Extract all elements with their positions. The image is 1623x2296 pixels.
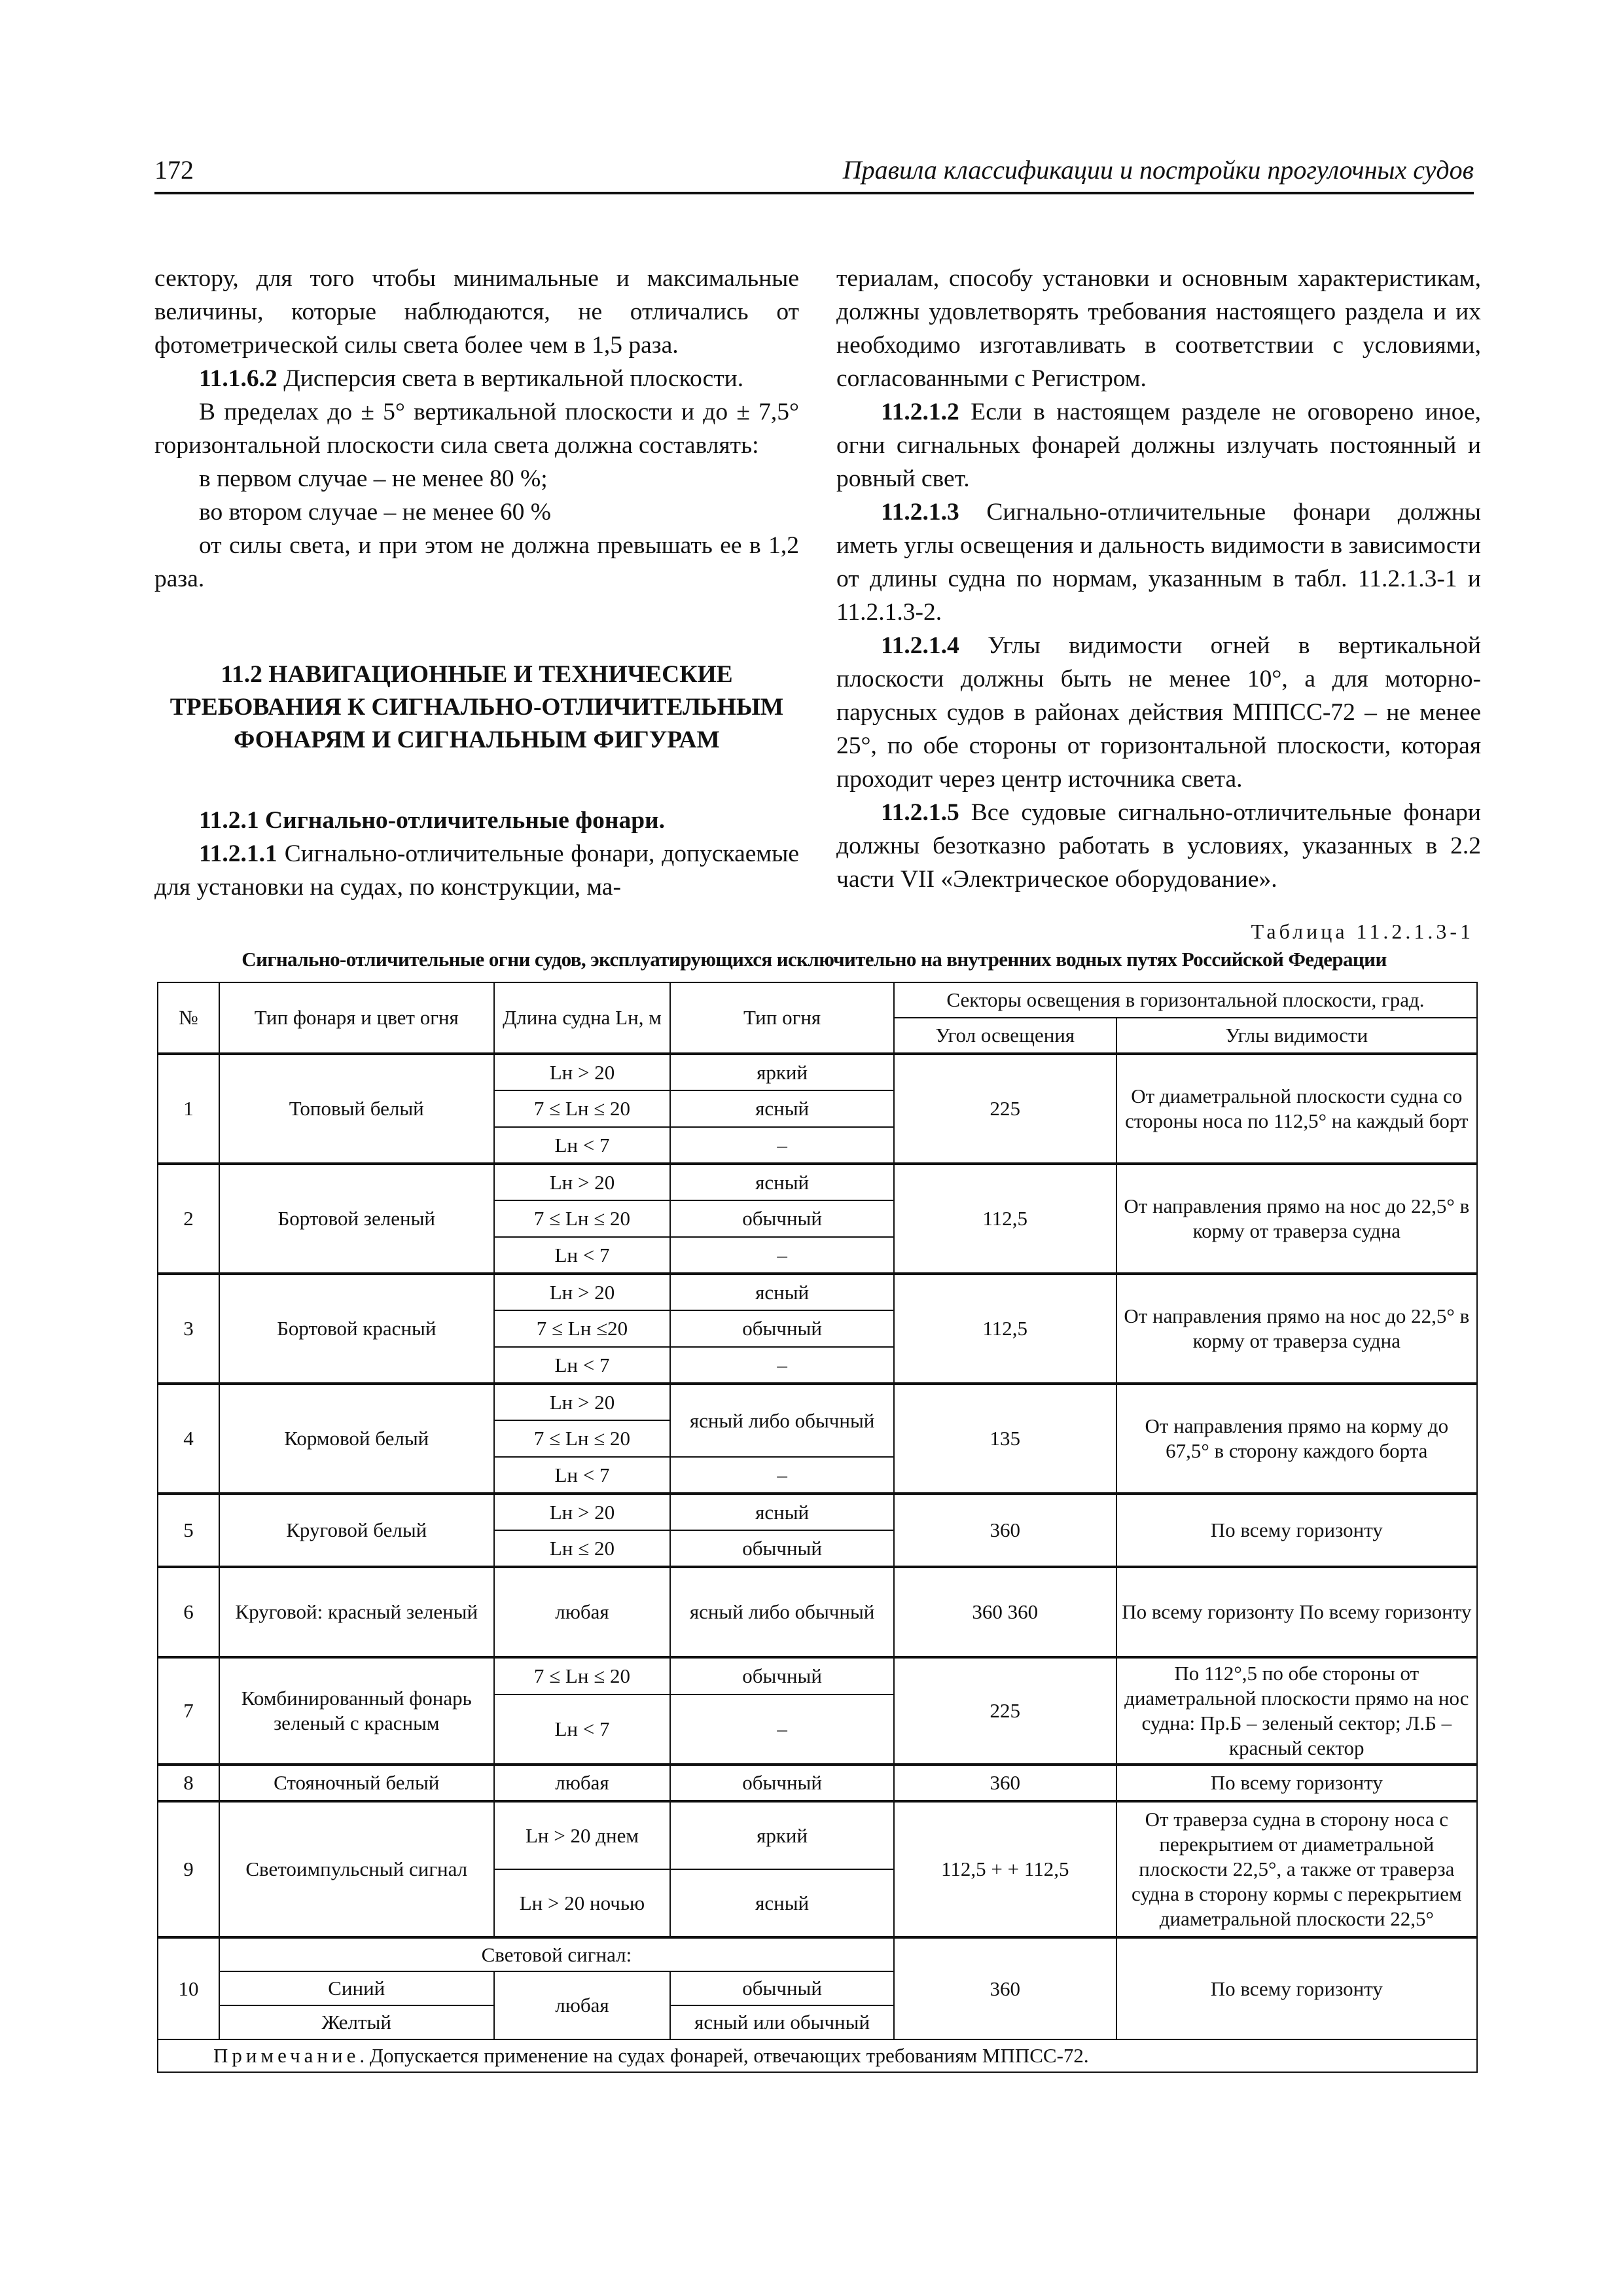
row-length: Lн < 7 (494, 1347, 671, 1384)
row-length: 7 ≤ Lн ≤ 20 (494, 1420, 671, 1457)
row-light-type: обычный (670, 1530, 894, 1567)
row-light-type: обычный (670, 1971, 894, 2005)
note-label: Примечание (213, 2044, 360, 2067)
paragraph (836, 395, 1481, 495)
row-light-type: ясный (670, 1090, 894, 1127)
row-light-name: Светоимпульсный сигнал (219, 1801, 494, 1937)
row-no: 6 (158, 1567, 219, 1657)
row-angle: 360 (894, 1765, 1116, 1801)
paragraph (154, 837, 799, 904)
clause-text: Если в настоящем разделе не оговорено иное, огни сигнальных фонарей должны излучать постоянный и ровный свет. (836, 399, 1481, 492)
clause-number: 11.2.1.3 (881, 499, 959, 526)
row-light-name: Стояночный белый (219, 1765, 494, 1801)
row-light-type: ясный либо обычный (670, 1567, 894, 1657)
row-no: 7 (158, 1657, 219, 1765)
row-angle: 225 (894, 1054, 1116, 1164)
row-length: Lн < 7 (494, 1457, 671, 1494)
row-visibility: По всему горизонту По всему горизонту (1116, 1567, 1477, 1657)
paragraph (836, 796, 1481, 896)
signal-lights-table (157, 982, 1478, 2073)
clause-number: 11.2.1.1 (199, 840, 277, 867)
row-length: Lн > 20 (494, 1274, 671, 1310)
row-visibility: От диаметральной плоскости судна со стороны носа по 112,5° на каждый борт (1116, 1054, 1477, 1164)
header-light-type: Тип огня (670, 982, 894, 1054)
table-note (158, 2039, 1477, 2072)
clause-text: Все судовые сигнально-отличительные фонари должны безотказно работать в условиях, указанных в 2.2 части VII «Электрическое оборудование». (836, 799, 1481, 893)
paragraph: от силы света, и при этом не должна превышать ее в 1,2 раза. (154, 532, 799, 592)
row-light-type: – (670, 1457, 894, 1494)
row-visibility: По 112°,5 по обе стороны от диаметральной плоскости прямо на нос судна: Пр.Б – зеленый сектор; Л.Б – красный сектор (1116, 1657, 1477, 1765)
subsection-title: 11.2.1 Сигнально-отличительные фонари. (199, 807, 666, 834)
paragraph (836, 629, 1481, 796)
header-angle: Угол освещения (894, 1018, 1116, 1054)
paragraph: сектору, для того чтобы минимальные и максимальные величины, которые наблюдаются, не отличались от фотометрической силы света более чем в 1,5 раза. (154, 265, 799, 359)
row-length: 7 ≤ Lн ≤20 (494, 1310, 671, 1347)
row-visibility: От направления прямо на нос до 22,5° в корму от траверза судна (1116, 1164, 1477, 1274)
note-text: . Допускается применение на судах фонарей, отвечающих требованиям МППСС-72. (359, 2044, 1089, 2067)
page-number: 172 (154, 155, 194, 185)
row-length: Lн > 20 (494, 1494, 671, 1530)
row-light-type: яркий (670, 1801, 894, 1869)
row-angle: 135 (894, 1384, 1116, 1494)
row-light-type: – (670, 1237, 894, 1274)
row-visibility: По всему горизонту (1116, 1494, 1477, 1567)
row-length: 7 ≤ Lн ≤ 20 (494, 1090, 671, 1127)
row-length: Lн < 7 (494, 1127, 671, 1164)
row-light-name: Желтый (219, 2005, 494, 2039)
row-no: 8 (158, 1765, 219, 1801)
row-length: 7 ≤ Lн ≤ 20 (494, 1657, 671, 1695)
row-no: 4 (158, 1384, 219, 1494)
row-angle: 112,5 + + 112,5 (894, 1801, 1116, 1937)
row-length: Lн ≤ 20 (494, 1530, 671, 1567)
row-length: Lн < 7 (494, 1237, 671, 1274)
header-visibility: Углы видимости (1116, 1018, 1477, 1054)
running-title: Правила классификации и постройки прогулочных судов (842, 155, 1474, 185)
row-length: 7 ≤ Lн ≤ 20 (494, 1200, 671, 1237)
row-light-type: ясный (670, 1494, 894, 1530)
row-length: Lн > 20 (494, 1164, 671, 1200)
row-angle: 360 (894, 1494, 1116, 1567)
row-light-name: Топовый белый (219, 1054, 494, 1164)
clause-text: Сигнально-отличительные фонари, допускаемые для установки на судах, по конструкции, ма- (154, 840, 799, 901)
paragraph (154, 362, 799, 395)
row-visibility: От направления прямо на нос до 22,5° в корму от траверза судна (1116, 1274, 1477, 1384)
table-title: Сигнально-отличительные огни судов, эксплуатирующихся исключительно на внутренних водных путях Российской Федерации (241, 948, 1387, 971)
row-angle: 360 360 (894, 1567, 1116, 1657)
clause-number: 11.2.1.5 (881, 799, 959, 826)
row-length: Lн > 20 (494, 1054, 671, 1090)
row-light-name: Бортовой красный (219, 1274, 494, 1384)
header-no: № (158, 982, 219, 1054)
row-light-type: обычный (670, 1765, 894, 1801)
header-rule (154, 192, 1474, 194)
table-caption: Таблица 11.2.1.3-1 (1251, 920, 1474, 943)
row-visibility: От траверза судна в сторону носа с перекрытием от диаметральной плоскости 22,5°, а также от траверза судна в сторону кормы с перекрытием диаметральной плоскости 22,5° (1116, 1801, 1477, 1937)
row-length: Lн < 7 (494, 1695, 671, 1765)
row-visibility: По всему горизонту (1116, 1765, 1477, 1801)
header-sectors: Секторы освещения в горизонтальной плоскости, град. (894, 982, 1477, 1018)
right-column (836, 262, 1481, 896)
row-light-type: – (670, 1127, 894, 1164)
section-title: 11.2 НАВИГАЦИОННЫЕ И ТЕХНИЧЕСКИЕ ТРЕБОВАНИЯ К СИГНАЛЬНО-ОТЛИЧИТЕЛЬНЫМ ФОНАРЯМ И СИГНАЛЬНЫМ ФИГУРАМ (169, 661, 784, 753)
row-no: 9 (158, 1801, 219, 1937)
row-no: 3 (158, 1274, 219, 1384)
row-light-type: – (670, 1347, 894, 1384)
row-no: 1 (158, 1054, 219, 1164)
row-light-type: ясный (670, 1164, 894, 1200)
left-column (154, 262, 799, 904)
row-light-type: ясный либо обычный (670, 1384, 894, 1457)
row-no: 2 (158, 1164, 219, 1274)
row-light-type: – (670, 1695, 894, 1765)
row-no: 10 (158, 1937, 219, 2039)
row-light-type: ясный (670, 1274, 894, 1310)
clause-text: Дисперсия света в вертикальной плоскости. (277, 365, 744, 392)
clause-text: Сигнально-отличительные фонари должны иметь углы освещения и дальность видимости в зависимости от длины судна по нормам, указанным в табл. 11.2.1.3-1 и 11.2.1.3-2. (836, 499, 1481, 626)
row-length: Lн > 20 днем (494, 1801, 671, 1869)
clause-text: Углы видимости огней в вертикальной плоскости должны быть не менее 10°, а для моторно-парусных судов в районах действия МППСС-72 – не менее 25°, по обе стороны от горизонтальной плоскости, которая проходит через центр источника света. (836, 632, 1481, 793)
row-light-type: ясный или обычный (670, 2005, 894, 2039)
row-light-type: ясный (670, 1869, 894, 1937)
row-length: любая (494, 1567, 671, 1657)
paragraph (836, 495, 1481, 629)
row-light-type: яркий (670, 1054, 894, 1090)
row-angle: 360 (894, 1937, 1116, 2039)
row-light-name: Синий (219, 1971, 494, 2005)
row-length: Lн > 20 (494, 1384, 671, 1420)
row-light-type: обычный (670, 1200, 894, 1237)
paragraph: в первом случае – не менее 80 %; (199, 465, 548, 492)
row-light-type: обычный (670, 1657, 894, 1695)
clause-number: 11.2.1.2 (881, 399, 959, 425)
header-length: Длина судна Lн, м (494, 982, 671, 1054)
row-angle: 225 (894, 1657, 1116, 1765)
row-visibility: По всему горизонту (1116, 1937, 1477, 2039)
row-group-label: Световой сигнал: (219, 1937, 894, 1971)
row-light-name: Круговой белый (219, 1494, 494, 1567)
row-light-name: Комбинированный фонарь зеленый с красным (219, 1657, 494, 1765)
row-light-type: обычный (670, 1310, 894, 1347)
row-light-name: Круговой: красный зеленый (219, 1567, 494, 1657)
row-length: Lн > 20 ночью (494, 1869, 671, 1937)
row-light-name: Бортовой зеленый (219, 1164, 494, 1274)
paragraph: В пределах до ± 5° вертикальной плоскости и до ± 7,5° горизонтальной плоскости сила света должна составлять: (154, 399, 799, 459)
row-length: любая (494, 1765, 671, 1801)
row-light-name: Кормовой белый (219, 1384, 494, 1494)
clause-number: 11.2.1.4 (881, 632, 959, 659)
clause-number: 11.1.6.2 (199, 365, 277, 392)
row-length: любая (494, 1971, 671, 2039)
row-angle: 112,5 (894, 1164, 1116, 1274)
row-angle: 112,5 (894, 1274, 1116, 1384)
header-type: Тип фонаря и цвет огня (219, 982, 494, 1054)
paragraph: во втором случае – не менее 60 % (199, 499, 551, 526)
row-visibility: От направления прямо на корму до 67,5° в сторону каждого борта (1116, 1384, 1477, 1494)
paragraph: териалам, способу установки и основным характеристикам, должны удовлетворять требования настоящего раздела и их необходимо изготавливать в соответствии с условиями, согласованными с Регистром. (836, 265, 1481, 392)
row-no: 5 (158, 1494, 219, 1567)
